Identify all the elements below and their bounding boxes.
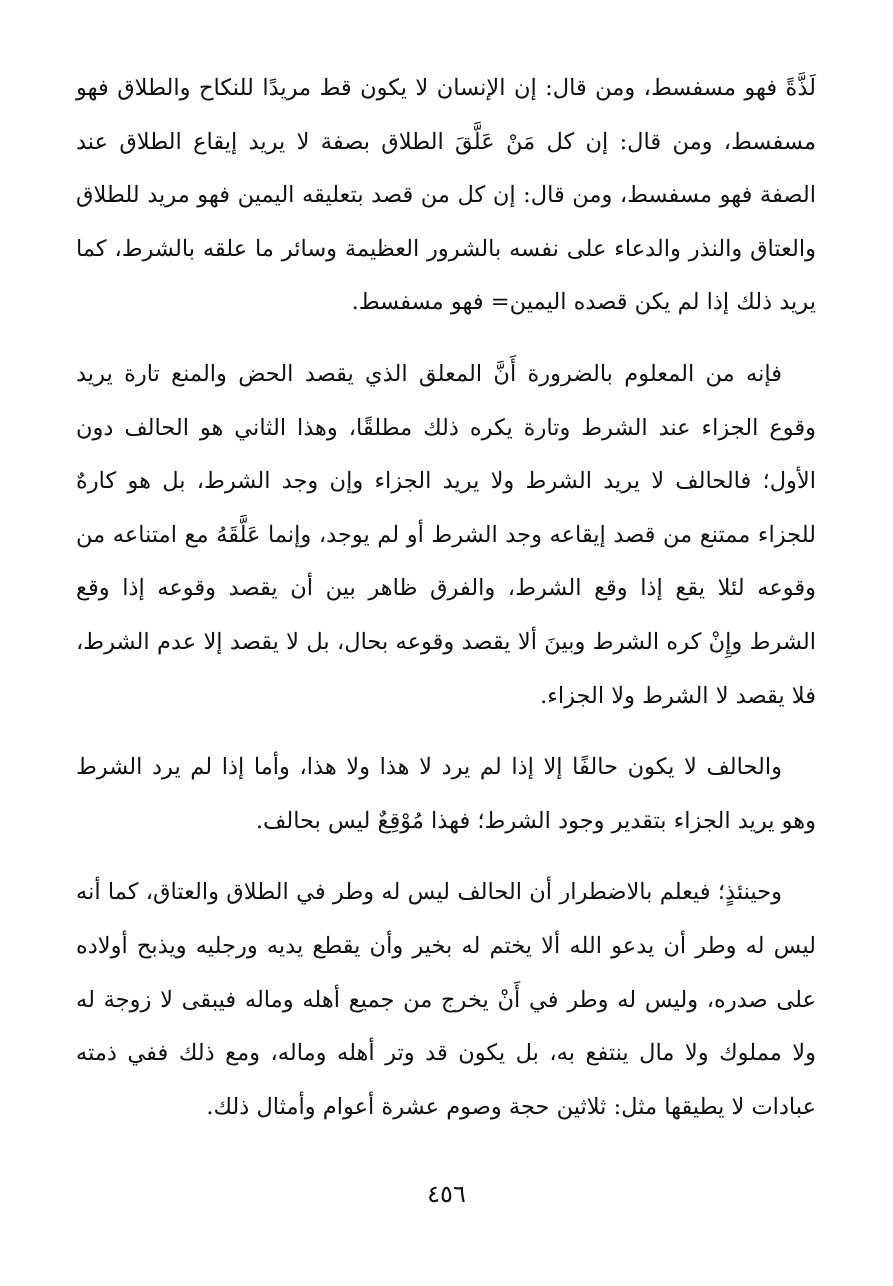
page-body xyxy=(76,62,816,1152)
paragraph-3: والحالف لا يكون حالفًا إلا إذا لم يرد لا هذا ولا هذا، وأما إذا لم يرد الشرط وهو يريد الجزاء بتقدير وجود الشرط؛ فهذا مُوْقِعٌ ليس بحالف. xyxy=(76,754,816,834)
paragraph-2: فإنه من المعلوم بالضرورة أَنَّ المعلق الذي يقصد الحض والمنع تارة يريد وقوع الجزاء عند الشرط وتارة يكره ذلك مطلقًا، وهذا الثاني هو الحالف دون الأول؛ فالحالف لا يريد الشرط ولا يريد الجزاء وإن وجد الشرط، بل هو كارهٌ للجزاء ممتنع من قصد إيقاعه وجد الشرط أو لم يوجد، وإنما عَلَّقَهُ مع امتناعه من وقوعه لئلا يقع إذا وقع الشرط، والفرق ظاهر بين أن يقصد وقوعه إذا وقع الشرط وإِنْ كره الشرط وبينَ ألا يقصد وقوعه بحال، بل لا يقصد إلا عدم الشرط، فلا يقصد لا الشرط ولا الجزاء. xyxy=(76,360,816,709)
page-number: ٤٥٦ xyxy=(427,1180,466,1208)
paragraph-4: وحينئذٍ؛ فيعلم بالاضطرار أن الحالف ليس له وطر في الطلاق والعتاق، كما أنه ليس له وطر أن يدعو الله ألا يختم له بخير وأن يقطع يديه ورجليه ويذبح أولاده على صدره، وليس له وطر في أَنْ يخرج من جميع أهله وماله فيبقى لا زوجة له ولا مملوك ولا مال ينتفع به، بل يكون قد وتر أهله وماله، ومع ذلك ففي ذمته عبادات لا يطيقها مثل: ثلاثين حجة وصوم عشرة أعوام وأمثال ذلك. xyxy=(76,879,816,1120)
paragraph-1: لَذَّةً فهو مسفسط، ومن قال: إن الإنسان لا يكون قط مريدًا للنكاح والطلاق فهو مسفسط، ومن قال: إن كل مَنْ عَلَّقَ الطلاق بصفة لا يريد إيقاع الطلاق عند الصفة فهو مسفسط، ومن قال: إن كل من قصد بتعليقه اليمين فهو مريد للطلاق والعتاق والنذر والدعاء على نفسه بالشرور العظيمة وسائر ما علقه بالشرط، كما يريد ذلك إذا لم يكن قصده اليمين= فهو مسفسط. xyxy=(76,75,816,316)
